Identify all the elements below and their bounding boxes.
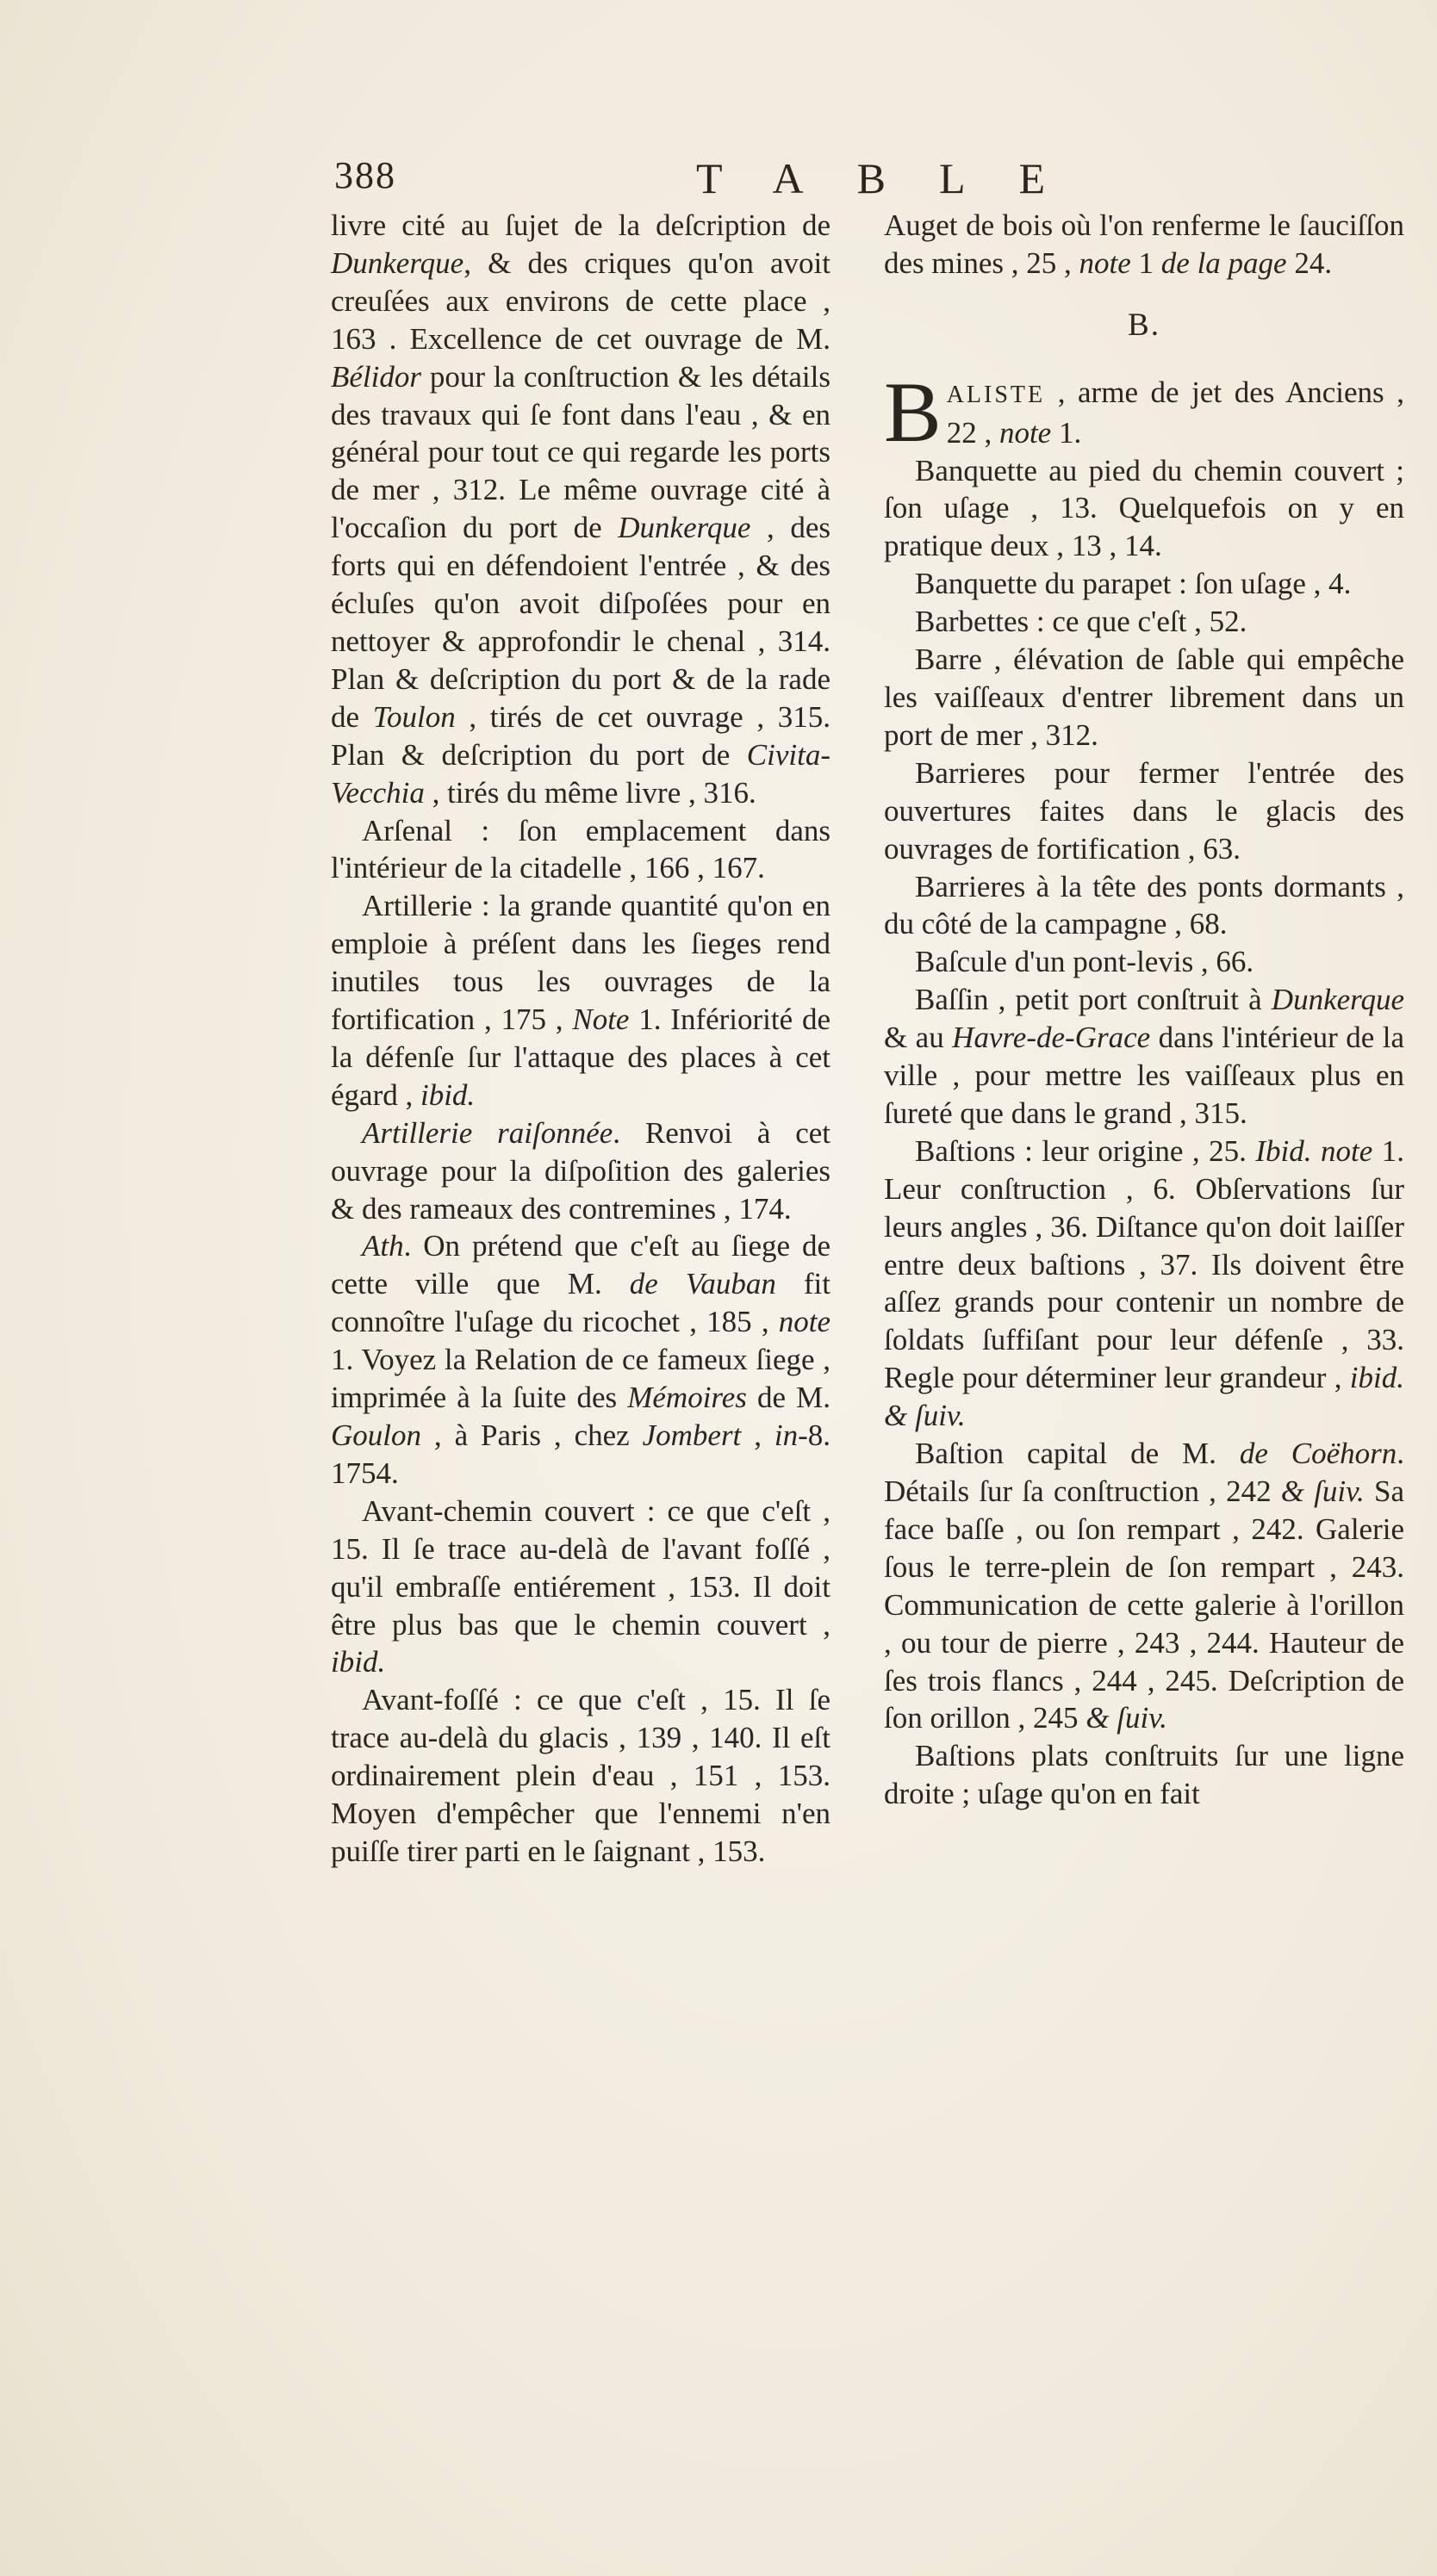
- section-letter-heading: B.: [1128, 307, 1160, 343]
- index-entry: Baſcule d'un pont-levis , 66.: [915, 945, 1254, 979]
- italic-reference: note: [778, 1305, 830, 1339]
- index-entry: Barrieres à la tête des ponts dormants , du côté de la campagne , 68.: [884, 869, 1404, 941]
- index-entry: Arſenal : ſon emplacement dans l'intérieur de la citadelle , 166 , 167.: [331, 813, 830, 885]
- index-entry: Barrieres pour fermer l'entrée des ouvertures faites dans le glacis des ouvrages de fortification , 63.: [884, 755, 1404, 866]
- italic-reference: & ſuiv.: [1280, 1474, 1365, 1508]
- index-entry: Baſtion capital de M. de Coëhorn. Détails ſur ſa conſtruction , 242 & ſuiv. Sa face baſſe , ou ſon rempart , 242. Galerie ſous le terre-plein de ſon rempart , 243. Communication de cette galerie à l'orillon , ou tour de pierre , 243 , 244. Hauteur de ſes trois flancs , 244 , 245. Deſcription de ſon orillon , 245 & ſuiv.: [884, 1437, 1404, 1735]
- page-number: 388: [334, 154, 396, 196]
- index-entry-baliste: [884, 363, 1404, 460]
- running-title: TABLE: [696, 154, 1099, 202]
- italic-reference: Havre-de-Grace: [952, 1021, 1151, 1055]
- italic-reference: Goulon: [331, 1418, 421, 1452]
- italic-reference: Artillerie raiſonnée: [362, 1115, 613, 1150]
- index-entry: Banquette au pied du chemin couvert ; ſon uſage , 13. Quelquefois on y en pratique deux , 13 , 14.: [884, 453, 1404, 563]
- italic-reference: Dunkerque: [618, 511, 751, 545]
- index-entry: Artillerie : la grande quantité qu'on en emploie à préſent dans les ſieges rend inutiles tous les ouvrages de la fortification , 175 , Note 1. Infériorité de la défenſe ſur l'attaque des places à cet égard , ibid.: [331, 889, 830, 1112]
- index-entry: Banquette du parapet : ſon uſage , 4.: [915, 567, 1352, 601]
- index-entry-auget: Auget de bois où l'on renferme le ſauciſſon des mines , 25 , note 1 de la page 24.: [884, 208, 1404, 280]
- italic-reference: note: [1079, 245, 1131, 280]
- italic-reference: ibid. & ſuiv.: [884, 1361, 1404, 1433]
- index-entry: Avant-chemin couvert : ce que c'eſt , 15. Il ſe trace au-delà de l'avant foſſé , qu'il embraſſe entiérement , 153. Il doit être plus bas que le chemin couvert , ibid.: [331, 1493, 830, 1679]
- italic-reference: Toulon: [372, 699, 456, 734]
- italic-reference: in: [774, 1418, 799, 1452]
- italic-reference: de Vauban: [629, 1267, 776, 1301]
- right-column: [884, 207, 1404, 1813]
- italic-reference: Dunkerque: [331, 245, 464, 280]
- running-head: [334, 153, 1403, 205]
- drop-cap-letter: B: [884, 363, 942, 460]
- index-entry: Avant-foſſé : ce que c'eſt , 15. Il ſe trace au-delà du glacis , 139 , 140. Il eſt ordinairement plein d'eau , 151 , 153. Moyen d'empêcher que l'ennemi n'en puiſſe tirer parti en le ſaignant , 153.: [331, 1683, 830, 1868]
- italic-reference: Note: [572, 1002, 630, 1037]
- index-entry: Barre , élévation de ſable qui empêche les vaiſſeaux d'entrer librement dans un port de mer , 312.: [884, 642, 1404, 752]
- italic-reference: de la page: [1160, 245, 1287, 280]
- right-column-entries: [884, 452, 1404, 1814]
- entry-text: , arme de jet des Anciens , 22 ,: [946, 375, 1404, 450]
- left-column: [331, 207, 830, 1871]
- italic-reference: Dunkerque: [1271, 983, 1404, 1017]
- italic-reference: Bélidor: [331, 359, 421, 394]
- index-entry: Baſtions : leur origine , 25. Ibid. note 1. Leur conſtruction , 6. Obſervations ſur leurs angles , 36. Diſtance qu'on doit laiſſer entre deux baſtions , 37. Ils doivent être aſſez grands pour contenir un nombre de ſoldats ſuffiſant pour leur défenſe , 33. Regle pour déterminer leur grandeur , ibid. & ſuiv.: [884, 1133, 1405, 1433]
- index-entry: Baſtions plats conſtruits ſur une ligne droite ; uſage qu'on en fait: [884, 1739, 1404, 1811]
- italic-reference: ibid.: [331, 1645, 386, 1679]
- index-entry: Baſſin , petit port conſtruit à Dunkerque & au Havre-de-Grace dans l'intérieur de la ville , pour mettre les vaiſſeaux plus en ſureté que dans le grand , 315.: [884, 983, 1404, 1130]
- italic-reference: & ſuiv.: [1086, 1701, 1167, 1735]
- italic-reference: ibid.: [420, 1077, 476, 1112]
- entry-headword-smallcaps: ALISTE: [946, 381, 1046, 408]
- italic-reference: Mémoires: [627, 1381, 747, 1415]
- index-entry: Barbettes : ce que c'eſt , 52.: [915, 605, 1247, 639]
- italic-reference: Ath: [362, 1229, 404, 1263]
- index-entry: Artillerie raiſonnée. Renvoi à cet ouvrage pour la diſpoſition des galeries & des rameaux des contremines , 174.: [331, 1115, 830, 1226]
- italic-reference: Civita-Vecchia: [331, 737, 830, 810]
- index-entry: livre cité au ſujet de la deſcription de Dunkerque, & des criques qu'on avoit creuſées aux environs de cette place , 163 . Excellence de cet ouvrage de M. Bélidor pour la conſtruction & les détails des travaux qui ſe font dans l'eau , & en général pour tout ce qui regarde les ports de mer , 312. Le même ouvrage cité à l'occaſion du port de Dunkerque , des forts qui en défendoient l'entrée , & des écluſes qu'on avoit diſpoſées pour en nettoyer & approfondir le chenal , 314. Plan & deſcription du port & de la rade de Toulon , tirés de cet ouvrage , 315. Plan & deſcription du port de Civita-Vecchia , tirés du même livre , 316.: [331, 208, 831, 810]
- index-entry: Ath. On prétend que c'eſt au ſiege de cette ville que M. de Vauban fit connoître l'uſage du ricochet , 185 , note 1. Voyez la Relation de ce fameux ſiege , imprimée à la ſuite des Mémoires de M. Goulon , à Paris , chez Jombert , in-8. 1754.: [331, 1229, 831, 1490]
- entry-italic: note: [998, 415, 1052, 450]
- italic-reference: de Coëhorn: [1239, 1437, 1397, 1471]
- italic-reference: Jombert: [642, 1418, 742, 1452]
- entry-text: 1.: [1051, 415, 1082, 450]
- italic-reference: Ibid. note: [1255, 1133, 1373, 1168]
